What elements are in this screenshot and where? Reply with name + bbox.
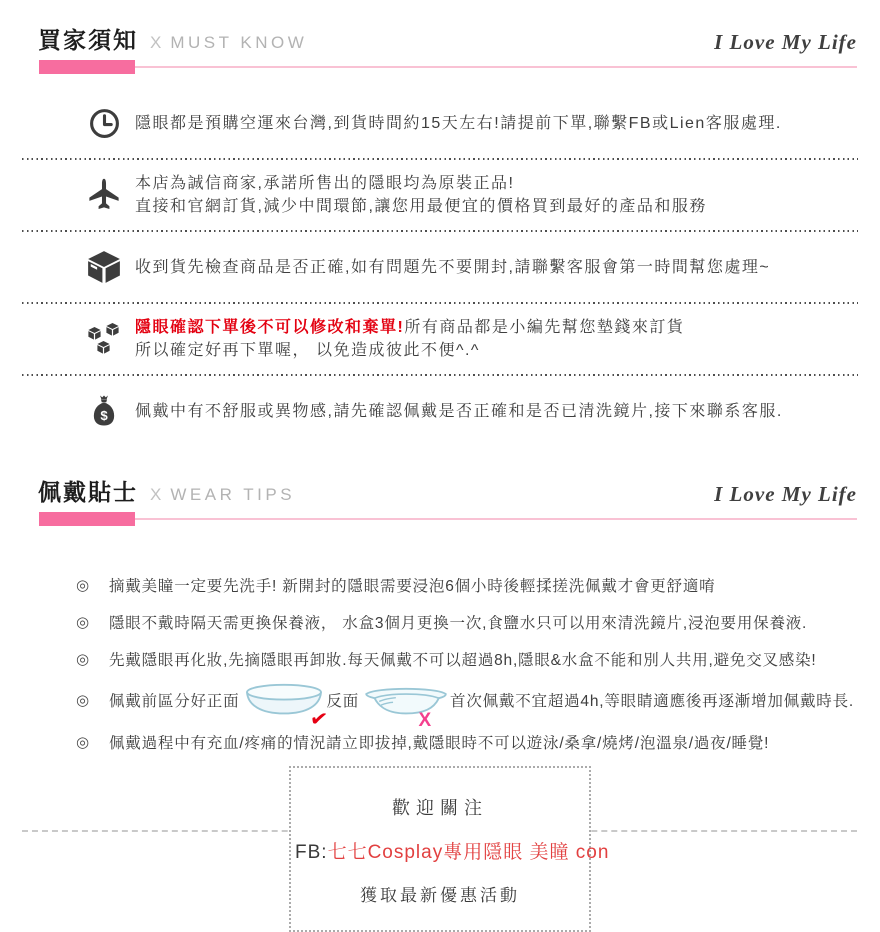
pink-accent-bar xyxy=(39,512,135,526)
list-item xyxy=(76,566,862,603)
tip-text-front-label: 佩戴前區分好正面 xyxy=(109,693,240,710)
list-item xyxy=(86,172,857,218)
bullseye-bullet-icon: ◎ xyxy=(76,650,90,668)
brand-script-text: I Love My Life xyxy=(714,482,857,506)
wear-tips-title-en: WEAR TIPS xyxy=(170,485,296,504)
check-mark-icon: ✔ xyxy=(308,706,330,732)
dotted-divider xyxy=(22,302,858,304)
airplane-icon xyxy=(86,174,122,216)
list-item xyxy=(76,640,862,677)
list-item xyxy=(86,316,857,362)
moneybag-icon xyxy=(86,393,122,429)
wear-tips-header xyxy=(38,474,857,526)
must-know-title-zh: 買家須知 xyxy=(38,27,138,53)
list-item xyxy=(86,244,857,290)
fb-prefix: FB: xyxy=(295,842,328,863)
alert-text: 隱眼確認下單後不可以修改和棄單! xyxy=(135,319,405,336)
bullseye-bullet-icon: ◎ xyxy=(76,692,90,709)
follow-section xyxy=(0,766,880,932)
lens-correct-icon xyxy=(244,682,330,732)
follow-subtitle: 獲取最新優惠活動 xyxy=(360,886,520,905)
list-item xyxy=(76,677,862,732)
bullseye-bullet-icon: ◎ xyxy=(76,576,90,594)
notice-text: 所以確定好再下單喔， 以免造成彼此不便^.^ xyxy=(135,342,480,359)
notice-text: 本店為誠信商家,承諾所售出的隱眼均為原裝正品! xyxy=(135,175,515,192)
fb-account-line xyxy=(295,837,610,864)
dotted-divider xyxy=(22,230,858,232)
tip-text xyxy=(109,682,854,732)
list-item xyxy=(76,723,862,760)
notice-text: 佩戴中有不舒服或異物感,請先確認佩戴是否正確和是否已清洗鏡片,接下來聯系客服. xyxy=(135,402,783,420)
pink-accent-line xyxy=(135,518,857,520)
dotted-divider xyxy=(22,158,858,160)
must-know-title-en: MUST KNOW xyxy=(170,33,308,52)
bullseye-bullet-icon: ◎ xyxy=(76,613,90,631)
box-icon xyxy=(86,249,122,285)
tip-text: 隱眼不戴時隔天需更換保養液， 水盒3個月更換一次,食鹽水只可以用來清洗鏡片,浸泡要用保養液. xyxy=(109,614,808,632)
notice-text: 隱眼都是預購空運來台灣,到貨時間約15天左右!請提前下單,聯繫FB或Lien客服處理. xyxy=(135,114,782,132)
fb-account-name: 七七Cosplay專用隱眼 美瞳 con xyxy=(327,842,610,863)
list-item xyxy=(76,603,862,640)
pink-accent-line xyxy=(135,66,857,68)
tip-text-back-label: 反面 xyxy=(326,693,360,710)
bullseye-bullet-icon: ◎ xyxy=(76,733,90,751)
brand-script-text: I Love My Life xyxy=(714,30,857,54)
wear-tips-list xyxy=(0,566,880,760)
dotted-divider xyxy=(22,374,858,376)
list-item xyxy=(86,388,857,434)
follow-title: 歡迎關注 xyxy=(392,798,488,818)
notice-text: 收到貨先檢查商品是否正確,如有問題先不要開封,請聯繫客服會第一時間幫您處理~ xyxy=(135,258,771,276)
tip-text: 先戴隱眼再化妝,先摘隱眼再卸妝.每天佩戴不可以超過8h,隱眼&水盒不能和別人共用,避免交叉感染! xyxy=(109,651,817,669)
svg-text:$: $ xyxy=(100,407,108,423)
wear-tips-title-zh: 佩戴貼士 xyxy=(38,479,138,505)
follow-box xyxy=(289,766,610,932)
must-know-divider: X xyxy=(150,33,162,52)
tip-text: 摘戴美瞳一定要先洗手! 新開封的隱眼需要浸泡6個小時後輕揉搓洗佩戴才會更舒適唷 xyxy=(109,577,716,595)
cubes-icon xyxy=(86,321,122,357)
tip-text: 佩戴過程中有充血/疼痛的情況請立即拔掉,戴隱眼時不可以遊泳/桑拿/燒烤/泡溫泉/過夜/睡覺! xyxy=(109,734,770,752)
must-know-list xyxy=(0,100,880,434)
wear-tips-divider: X xyxy=(150,485,162,504)
notice-text: 隱眼確認下單後不可以修改和棄單!所有商品都是小編先幫您墊錢來訂貨 xyxy=(135,319,685,336)
list-item xyxy=(86,100,857,146)
pink-accent-bar xyxy=(39,60,135,74)
clock-icon xyxy=(86,107,122,140)
tip-text-tail: 首次佩戴不宜超過4h,等眼睛適應後再逐漸增加佩戴時長. xyxy=(450,693,854,710)
must-know-header xyxy=(38,0,857,74)
lens-reversed-icon xyxy=(364,682,448,731)
cross-mark-icon: X xyxy=(418,709,433,731)
notice-text: 直接和官網訂貨,減少中間環節,讓您用最便宜的價格買到最好的產品和服務 xyxy=(135,198,707,215)
